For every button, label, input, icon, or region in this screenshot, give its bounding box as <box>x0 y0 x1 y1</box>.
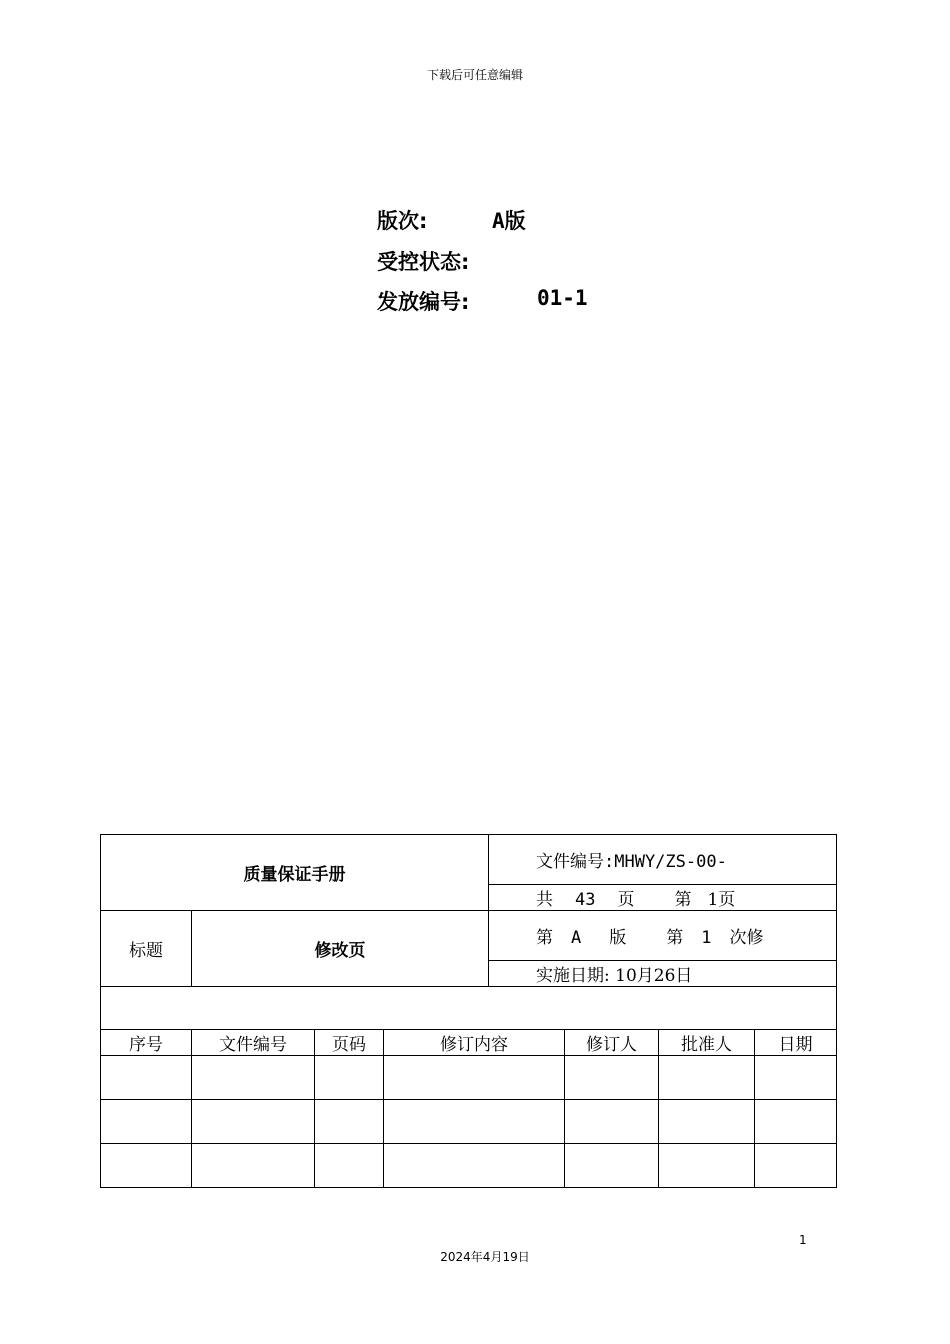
table-row <box>101 1144 837 1188</box>
pages-total: 43 <box>575 890 596 910</box>
table-row <box>101 1100 837 1144</box>
page-number: 1 <box>799 1233 807 1247</box>
col-header-doc-no: 文件编号 <box>192 1030 315 1056</box>
version-cell: 第 A 版 第 1 次修 <box>489 911 837 961</box>
version-value: A <box>571 928 582 948</box>
header-note: 下载后可任意编辑 <box>426 68 523 82</box>
control-status-label: 受控状态: <box>377 250 470 274</box>
col-header-reviser: 修订人 <box>565 1030 659 1056</box>
col-header-seq: 序号 <box>101 1030 192 1056</box>
revision-table <box>100 834 837 1188</box>
issue-number-value: 01-1 <box>537 286 588 310</box>
control-status-line <box>377 246 469 276</box>
page-count-cell: 共 43 页 第 1页 <box>489 885 837 911</box>
title-value: 修改页 <box>192 911 489 987</box>
document-number: 文件编号:MHWY/ZS-00- <box>489 835 837 885</box>
edition-line <box>377 205 526 235</box>
blank-row <box>101 987 837 1030</box>
effective-date: 实施日期: 10月26日 <box>489 961 837 987</box>
col-header-approver: 批准人 <box>659 1030 755 1056</box>
page-current: 1页 <box>707 890 736 910</box>
title-label: 标题 <box>101 911 192 987</box>
footer-date: 2024年4月19日 <box>440 1250 530 1264</box>
edition-label: 版次: <box>377 209 428 233</box>
manual-title: 质量保证手册 <box>101 835 489 911</box>
table-row <box>101 1056 837 1100</box>
edition-value: A版 <box>492 209 526 233</box>
revision-value: 1 <box>701 928 712 948</box>
issue-number-line <box>377 286 588 316</box>
col-header-date: 日期 <box>755 1030 837 1056</box>
col-header-page: 页码 <box>315 1030 384 1056</box>
issue-number-label: 发放编号: <box>377 290 470 314</box>
col-header-content: 修订内容 <box>384 1030 565 1056</box>
